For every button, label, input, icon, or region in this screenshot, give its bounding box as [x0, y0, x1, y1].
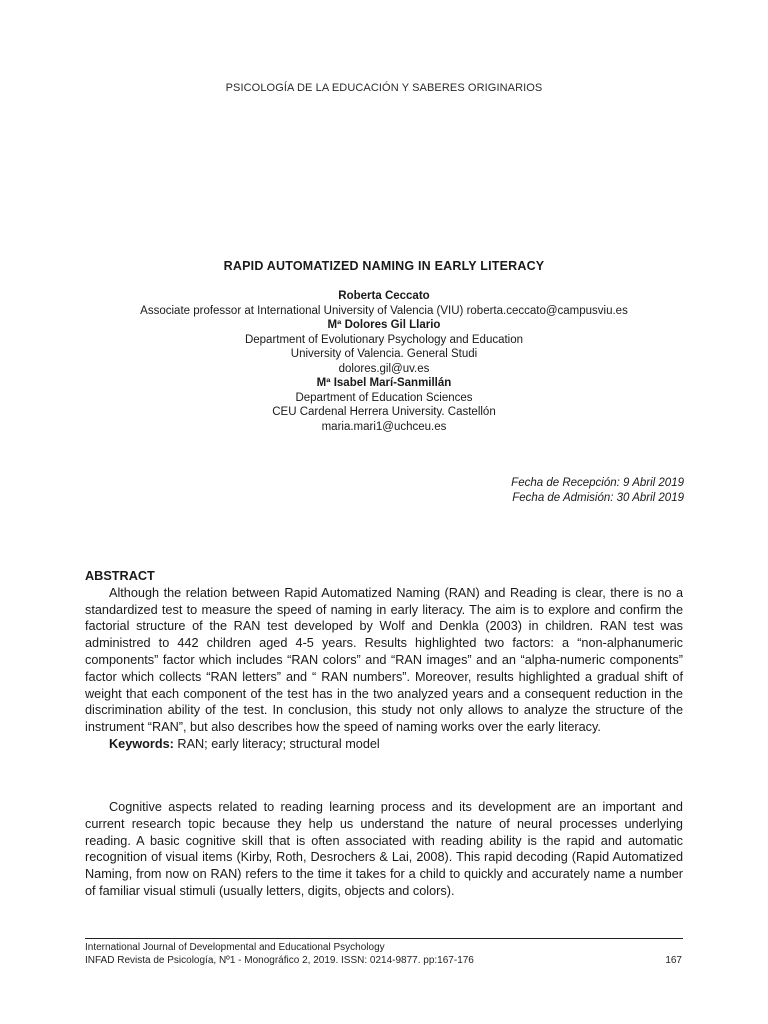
footer-citation: INFAD Revista de Psicología, Nº1 - Monográfico 2, 2019. ISSN: 0214-9877. pp:167-176: [85, 955, 474, 966]
abstract-section: [85, 568, 683, 753]
keywords-list: RAN; early literacy; structural model: [173, 736, 380, 751]
running-header: PSICOLOGÍA DE LA EDUCACIÓN Y SABERES ORIGINARIOS: [225, 82, 543, 94]
author-email: dolores.gil@uv.es: [338, 362, 430, 375]
author-block: [0, 289, 768, 434]
author-affiliation: Department of Education Sciences: [295, 391, 473, 404]
author-affiliation: Department of Evolutionary Psychology and Education: [244, 333, 524, 346]
author-name: Mª Dolores Gil Llario: [327, 319, 441, 331]
admission-date: Fecha de Admisión: 30 Abril 2019: [512, 492, 684, 504]
author-affiliation: University of Valencia. General Studi: [290, 348, 478, 360]
page-number: 167: [665, 955, 682, 966]
author-name: Mª Isabel Marí-Sanmillán: [316, 377, 452, 389]
keywords-label: Keywords:: [109, 736, 174, 751]
author-email: maria.mari1@uchceu.es: [321, 420, 447, 433]
keywords-line: [85, 736, 683, 753]
intro-paragraph: Cognitive aspects related to reading learning process and its development are an important and current research topic because they help us understand the nature of neural processes underlying reading. A basic cognitive skill that is often associated with reading ability is the rapid and automatic recognition of visual items (Kirby, Roth, Desrochers & Lai, 2008). This rapid decoding (Rapid Automatized Naming, from now on RAN) refers to the time it takes for a child to quickly and accurately name a number of familiar visual stimuli (usually letters, digits, objects and colors).: [85, 800, 683, 898]
reception-date: Fecha de Recepción: 9 Abril 2019: [511, 477, 684, 489]
author-affiliation: CEU Cardenal Herrera University. Castellón: [272, 406, 496, 418]
abstract-heading: ABSTRACT: [85, 569, 155, 583]
abstract-body: Although the relation between Rapid Automatized Naming (RAN) and Reading is clear, there is no a standardized test to measure the speed of naming in early literacy. The aim is to explore and confirm the factorial structure of the RAN test developed by Wolf and Denkla (2003) in children. RAN test was administred to 442 children aged 4-5 years. Results highlighted two factors: a “non-alphanumeric components” factor which includes “RAN colors” and “RAN images” and an “alpha-numeric components” factor which collects “RAN letters” and “ RAN numbers”. Moreover, results highlighted a gradual shift of weight that each component of the test has in the two analyzed years and a consequent reduction in the discrimination ability of the test. In conclusion, this study not only allows to analyze the structure of the instrument “RAN”, but also describes how the speed of naming works over the early literacy.: [85, 585, 683, 735]
author-affiliation: Associate professor at International University of Valencia (VIU) roberta.ceccato@campusviu.es: [140, 304, 628, 317]
author-name: Roberta Ceccato: [338, 290, 430, 302]
paper-title: RAPID AUTOMATIZED NAMING IN EARLY LITERACY: [223, 259, 545, 273]
footer-journal: International Journal of Developmental and Educational Psychology: [85, 942, 385, 953]
footer-divider: [85, 938, 683, 939]
submission-dates: [511, 476, 684, 506]
